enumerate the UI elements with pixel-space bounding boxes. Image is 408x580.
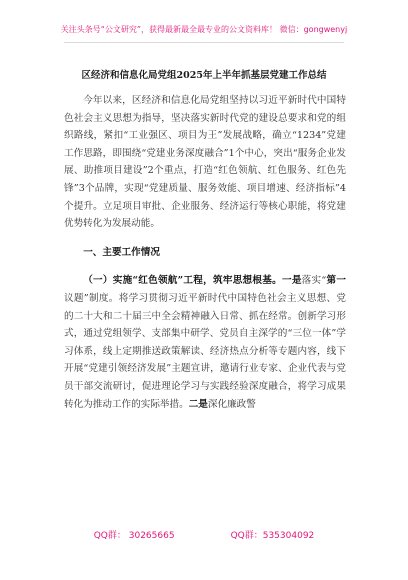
- paragraph-lead: （一）实施“红色领航”工程，筑牢思想根基。一是: [83, 275, 302, 287]
- paragraph-text-1: 落实“: [301, 275, 327, 287]
- paragraph-tail-emphasis: 二是: [188, 398, 208, 410]
- paragraph-emphasis: 第一: [326, 275, 347, 287]
- footer: [0, 528, 408, 541]
- intro-paragraph: 今年以来，区经济和信息化局党组坚持以习近平新时代中国特色社会主义思想为指导，坚决落实新时代党的建设总要求和党的组织路线，紧扣“工业强区、项目为王”发展战略，确立“1234”党建工作思路，即围绕“党建业务深度融合”1个中心，突出“服务企业发展、助推项目建设”2个重点，打造“红色领航、红色服务、红色先锋”3个品牌，实现“党建质量、服务效能、项目增速、经济指标”4个提升。立足项目审批、企业服务、经济运行等核心职能，将党建优势转化为发展动能。: [64, 95, 346, 230]
- paragraph-tail: 深化廉政警: [207, 398, 256, 410]
- footer-qq-2: QQ群：535304092: [230, 531, 315, 541]
- section-paragraph: [64, 272, 346, 413]
- document-title: 区经济和信息化局党组2025年上半年抓基层党建工作总结: [81, 70, 327, 81]
- footer-qq-1: QQ群： 30265665: [93, 531, 175, 541]
- document-body: [64, 92, 346, 413]
- section-heading: 一、主要工作情况: [83, 246, 160, 258]
- header-divider: [64, 42, 344, 43]
- header-banner: 关注头条号“公文研究”，获得最新最全最专业的公文资料库！ 微信：gongwenyj: [60, 25, 348, 34]
- paragraph-text-2: 议题”制度。将学习贯彻习近平新时代中国特色社会主义思想、党的二十大和二十届三中全会精神融入日常、抓在经常。创新学习形式，通过党组领学、支部集中研学、党员自主深学的“三位一体”学习体系，线上定期推送政策解读、经济热点分析等专题内容，线下开展“党建引领经济发展”主题宣讲，邀请行业专家、企业代表与党员干部交流研讨，促进理论学习与实践经验深度融合，将学习成果转化为推动工作的实际举措。: [64, 292, 346, 410]
